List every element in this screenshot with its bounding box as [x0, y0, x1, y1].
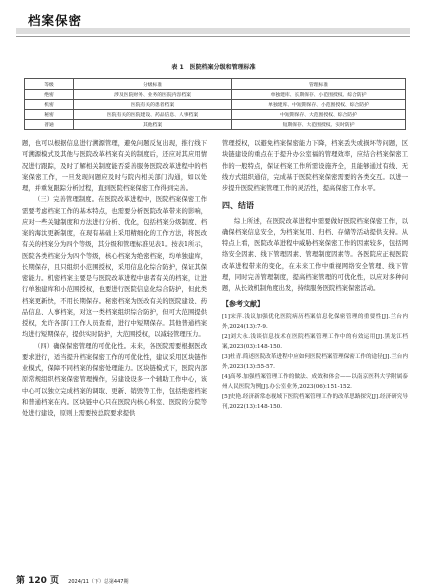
reference-item: [4]高琴.加强档案管理工作的做法、成效和体会——以南京医科大学附属泰州人民医院为例[J].办公室业务,2023(06):151-152.: [222, 373, 408, 390]
table-cell: 单独建库、中短期保存、小范围授权、综合防护: [232, 100, 406, 110]
reference-item: [5]史艳.经济新常态视域下医院档案管理工作的改革思路探究[J].经济研究导刊,2022(13):148-150.: [222, 393, 408, 410]
table-header-level: 等级: [25, 79, 74, 90]
table-header-row: [25, 79, 406, 90]
body-paragraph: 综上所述，在医院改革进程中需要做好医院档案保密工作，以确保档案信息安全，为档案复用、归档、存储等活动提供支持。从特点上看，医院改革进程中威胁档案保密工作的因素较多，包括网络安全因素、线下管理因素、管理制度因素等。各医院应正视医院改革进程带来的变化，在未来工作中重视网络安全管理、线下管理，同时完善管理制度，提高档案管理的可优化性，以应对多种问题，从长效机制角度出发，持续服务医院档案保密活动。: [222, 217, 408, 292]
table-cell: 短期保存、大范围授权、实时防护: [232, 120, 406, 130]
body-paragraph: 题，也可以根据信息进行溯源管理，避免问题反复出现，推行线下可溯源模式及其他与医院改革档案有关的制度后，还应对其应用情况进行跟踪，及时了解相关制度能否妥善服务医院改革进程中的档案保密工作，一旦发现问题应及时与院内相关部门沟通，如以处理，并重复跟踪分析过程，直到医院档案保密工作得到完善。: [22, 140, 207, 192]
table-cell: 涉及医院财务、业务的医院内容档案: [74, 90, 232, 100]
body-paragraph: （三）完善管理制度。在医院改革进程中，医院档案保密工作需要考虑档案工作的基本特点，也需要分析医院改革带来的影响，应对一些关键制度和方法进行分析、优化，包括档案分级制度、档案的海汰更新制度，在现有基础上采用精细化的工作方法，将医改有关的档案分为四个等级，其分级和管理标准见表1。按表1所示，医院各类档案分为四个等级，核心档案为绝密档案，均单独建库，长期保存，且只组织小范围授权，采用信息化综合防护，保证其保密能力。机密档案主要是与医院改革进程中患者有关的档案，让进行单独建库和小范围授权，也要进行医院信息化综合防护，但此类档案更新快，不用长期保存。秘密档案为医改有关的医院建设、药品信息、人事档案，对这一类档案组织综合防护，但可大范围提供授权，允许各部门工作人员查看，进行中短期保存。其他普通档案均进行短期保存，提供实时防护，大范围授权，以减轻管理压力。: [22, 196, 207, 339]
table-cell: 绝密: [25, 90, 74, 100]
page-header-title: 档案保密: [28, 13, 83, 28]
table-cell: 医院有关的医院建设、药品信息、人事档案: [74, 110, 232, 120]
table-row: [25, 90, 406, 100]
left-column: [22, 138, 207, 419]
table-cell: 单独建库、长期保存、小范围授权、综合防护: [232, 90, 406, 100]
table-cell: 其他档案: [74, 120, 232, 130]
table-row: [25, 120, 406, 130]
body-paragraph: 管理授权，以避免档案保密能力下降，档案丢失或损坏等问题，区块链建设的重点在于提升办公室福的管理效率，应结合档案保密工作的一般特点，保证档案工作所需设施齐全，且能够通过有线、无线方式组织通信，完成基于医院档案保密需要的各类交互。以进一步提升医院档案管理工作的灵活性，提高保密工作水平。: [222, 140, 408, 192]
section-heading: 四、结语: [222, 200, 254, 211]
page-footer: [16, 568, 128, 587]
archive-level-table: [24, 78, 406, 130]
issue-info: 2024/11（下）总第447期: [68, 579, 129, 585]
reference-item: [1]宋萍.浅议加强优化医院病历档案信息化保密管理的重要性[J].兰台内外,2024(13):7-9.: [222, 313, 408, 330]
table-cell: 秘密: [25, 110, 74, 120]
header-bar: [16, 28, 410, 34]
reference-item: [2]刘大永.浅谈信息技术在医院档案管理工作中的有效运用[J].黑龙江档案,2023(03):148-150.: [222, 333, 408, 350]
body-paragraph: （四）确保保密管理的可优化性。未来，各医院需要根据医改要求进行，适当提升档案保密工作的可优化性，建议采用区块链作业模式，保障不同档案的保密处理能力。区块链模式下，医院内部原常规组织档案保密管理操作，另建设设多一个辅助工作中心，该中心可以独立完成档案的调取、更新、销毁等工作，包括绝密档案和普通档案在内。区块链中心只在医院内核心科室、医院的分院等处进行建设，原则上需要按总院要求提供: [22, 342, 207, 417]
table-cell: 中短期保存、大范围授权、综合防护: [232, 110, 406, 120]
reference-item: [3]杜青.简述医院改革进程中应如何医院档案管理保密工作的途径[J].兰台内外,2023(13):55-57.: [222, 353, 408, 370]
header-rule: [16, 36, 410, 37]
table-row: [25, 100, 406, 110]
table-header-criteria: 分级标准: [74, 79, 232, 90]
table-cell: 医院有关的患者档案: [74, 100, 232, 110]
table-cell: 普通: [25, 120, 74, 130]
table-caption: 表 1 医院档案分级和管理标准: [171, 64, 256, 71]
page-number: 第 120 页: [16, 576, 60, 586]
table-row: [25, 110, 406, 120]
right-column: [222, 138, 408, 412]
table-header-management: 管理标准: [232, 79, 406, 90]
references-heading: 【参考文献】: [222, 299, 264, 309]
page-header: [16, 6, 410, 28]
table-cell: 机密: [25, 100, 74, 110]
